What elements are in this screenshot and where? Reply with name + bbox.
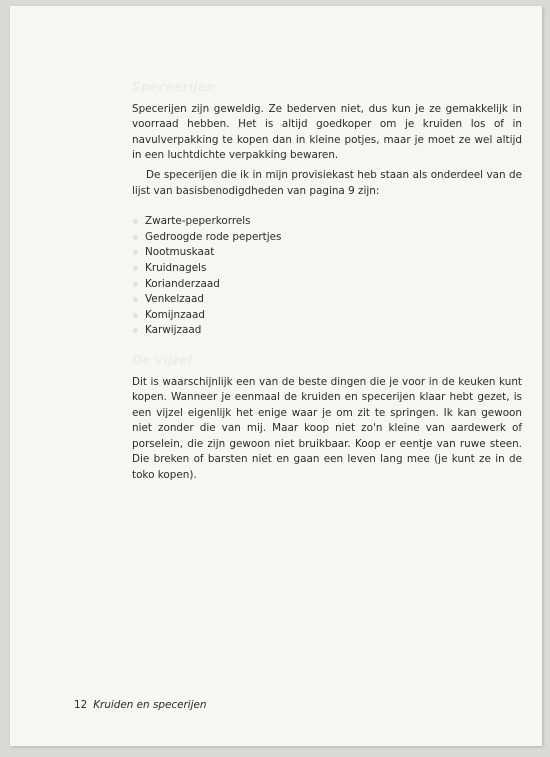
paragraph-list-intro: De specerijen die ik in mijn provisiekast heb staan als onderdeel van de lijst van basisbenodigdheden van pagina 9 zijn: [132, 168, 522, 197]
running-title: Kruiden en specerijen [93, 699, 207, 711]
list-item [132, 261, 522, 277]
list-item-label: Karwijzaad [145, 324, 202, 337]
bullet-icon [133, 235, 138, 240]
paragraph-vijzel: Dit is waarschijnlijk een van de beste dingen die je voor in de keuken kunt kopen. Wanneer je eenmaal de kruiden en specerijen klaar hebt gezet, is een vijzel eigenlijk het enige waar je om zit te springen. Ik kan gewoon niet zonder die van mij. Maar koop niet zo'n kleine van aardewerk of porselein, die zijn gewoon niet bruikbaar. Koop er eentje van ruwe steen. Die breken of barsten niet en gaan een leven lang mee (je kunt ze in de toko kopen). [132, 375, 522, 482]
list-item-label: Komijnzaad [145, 308, 205, 321]
list-item-label: Venkelzaad [145, 293, 204, 306]
list-item [132, 230, 522, 246]
bullet-icon [133, 219, 138, 224]
section-heading-specerijen: Speceerijen [132, 80, 215, 94]
page-footer [74, 699, 206, 711]
book-page [10, 6, 542, 746]
section-heading-vijzel: De vijzel [132, 352, 193, 367]
list-item [132, 308, 522, 324]
bullet-icon [133, 328, 138, 333]
bullet-icon [133, 266, 138, 271]
spice-list [132, 214, 522, 339]
list-item-label: Zwarte-peperkorrels [145, 215, 251, 228]
bullet-icon [133, 282, 138, 287]
page-content [132, 80, 522, 484]
list-item [132, 277, 522, 293]
paragraph-intro: Specerijen zijn geweldig. Ze bederven niet, dus kun je ze gemakkelijk in voorraad hebben. Het is altijd goedkoper om je kruiden los of in navulverpakking te kopen dan in kleine potjes, maar je moet ze wel altijd in een luchtdichte verpakking bewaren. [132, 102, 522, 162]
list-item [132, 292, 522, 308]
list-item [132, 323, 522, 339]
list-item-label: Nootmuskaat [145, 246, 215, 259]
list-item-label: Kruidnagels [145, 261, 207, 274]
bullet-icon [133, 297, 138, 302]
list-item [132, 214, 522, 230]
list-item-label: Gedroogde rode pepertjes [145, 230, 282, 243]
bullet-icon [133, 313, 138, 318]
page-number: 12 [74, 699, 88, 711]
bullet-icon [133, 250, 138, 255]
list-item [132, 245, 522, 261]
list-item-label: Korianderzaad [145, 277, 220, 290]
